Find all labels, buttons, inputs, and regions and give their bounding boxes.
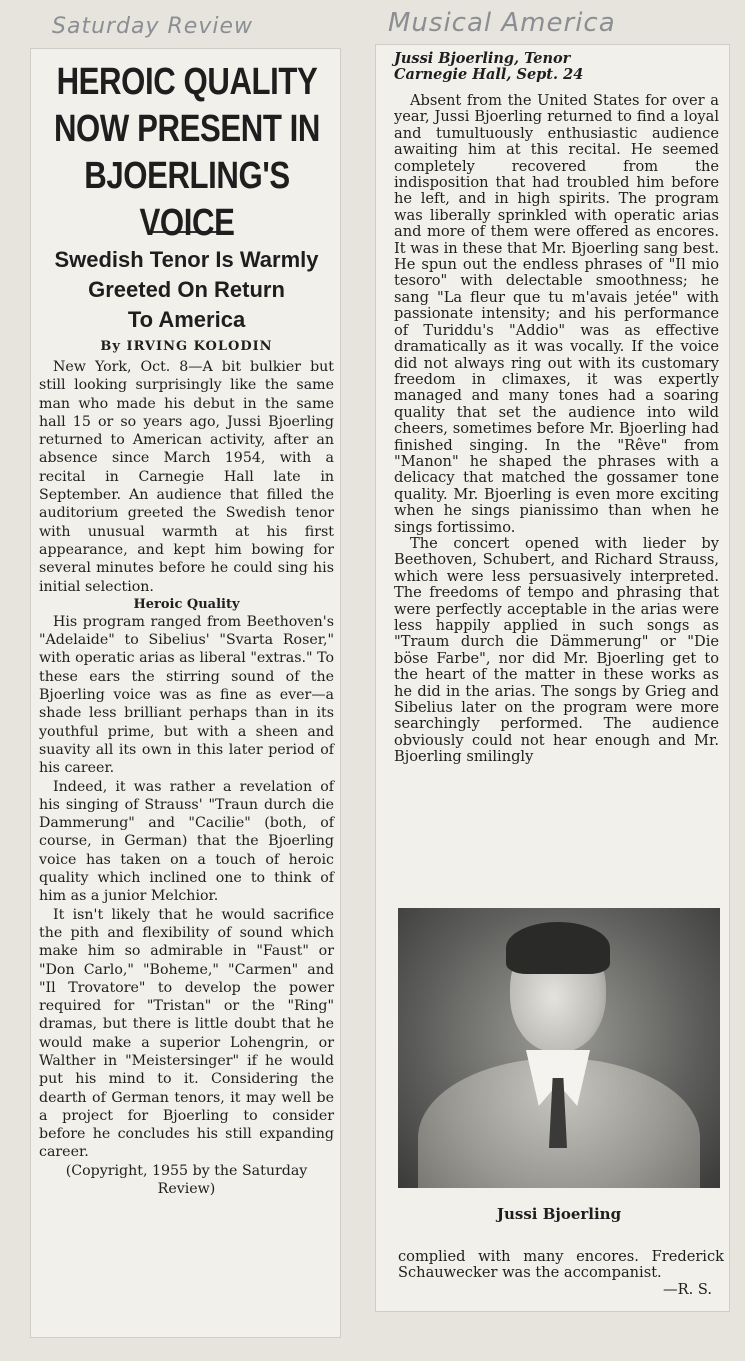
review-paragraph: The concert opened with lieder by Beethoven, Schubert, and Richard Strauss, which were less persuasively interpreted. The freedoms of tempo and phrasing that were perfectly acceptable in the arias were less happily applied in such songs as "Traum durch die Dämmerung" or "Die böse Farbe", nor did Mr. Bjoerling get to the heart of the matter in these works as he did in the arias. The songs by Grieg and Sibelius later on the program were more searchingly performed. The audience obviously could not hear enough and Mr. Bjoerling smilingly xyxy=(394,534,719,766)
section-subheading: Heroic Quality xyxy=(133,596,240,612)
review-heading-line: Jussi Bjoerling, Tenor xyxy=(394,50,571,67)
article-paragraph: New York, Oct. 8—A bit bulkier but still looking surprisingly like the same man who made his debut in the same hall 15 or so years ago, Jussi Bjoerling returned to American activity, after an absence since March 1954, with a recital in Carnegie Hall late in September. An audience that filled the auditorium greeted the Swedish tenor with unusual warmth at his first appearance, and kept him bowing for several minutes before he could sing his initial selection. xyxy=(39,359,334,595)
review-closing-text: complied with many encores. Frederick Schauwecker was the accompanist. xyxy=(398,1248,724,1282)
review-paragraph: Absent from the United States for over a year, Jussi Bjoerling returned to find a loyal and tumultuously enthusiastic audience awaiting him at this recital. He seemed completely recovered from the indisposition that had troubled him before he left, and in high spirits. The program was liberally sprinkled with operatic arias and more of them were offered as encores. It was in these that Mr. Bjoerling sang best. He spun out the endless phrases of "Il mio tesoro" with delectable smoothness; he sang "La fleur que tu m'avais jetée" with passionate intensity; and his performance of Turiddu's "Addio" was as effective dramatically as it was vocally. If the voice did not always ring out with its customary freedom in climaxes, it was expertly managed and many tones had a soaring quality that set the audience into wild cheers, sometimes before Mr. Bjoerling had finished singing. In the "Rêve" from "Manon" he shaped the phrases with a delicacy that matched the gossamer tone quality. Mr. Bjoerling is even more exciting when he sings pianissimo than when he sings fortissimo. xyxy=(394,92,719,536)
headline xyxy=(39,59,334,244)
article-paragraph: It isn't likely that he would sacrifice the pith and flexibility of sound which make him so admirable in "Faust" or "Don Carlo," "Boheme," "Carmen" and "Il Trovatore" to develop the power required for "Tristan" or the "Ring" dramas, but there is little doubt that he would make a superior Lohengrin, or Walther in "Meistersinger" if he would put his mind to it. Considering the dearth of German tenors, it may well be a project for Bjoerling to consider before he concludes his still expanding career. xyxy=(39,906,334,1161)
subheadline-line: Greeted On Return xyxy=(88,277,285,302)
copyright-notice xyxy=(39,1162,334,1199)
review-signature: —R. S. xyxy=(663,1280,712,1298)
article-paragraph: Indeed, it was rather a revelation of his singing of Strauss' "Traun durch die Dammerung" and "Cacilie" (both, of course, in German) that the Bjoerling voice has taken on a touch of heroic quality which inclined one to think of him as a junior Melchior. xyxy=(39,778,334,905)
headline-line: HEROIC QUALITY xyxy=(56,61,318,103)
article-paragraph: His program ranged from Beethoven's "Adelaide" to Sibelius' "Svarta Roser," with operatic arias as liberal "extras." To these ears the stirring sound of the Bjoerling voice was as fine as ever—a shade less brilliant perhaps than in its youthful prime, but with a sheen and suavity all its own in this later period of his career. xyxy=(39,613,334,777)
saturday-review-clipping xyxy=(30,48,341,1338)
handwritten-annotation-left: Saturday Review xyxy=(52,14,254,39)
copyright-line: Review) xyxy=(157,1181,216,1198)
musical-america-clipping xyxy=(375,44,730,1312)
subheadline xyxy=(39,245,334,335)
review-heading xyxy=(394,51,719,83)
handwritten-annotation-right: Musical America xyxy=(388,8,616,38)
photo-hair xyxy=(506,922,610,974)
byline: By IRVING KOLODIN xyxy=(100,339,273,354)
copyright-line: (Copyright, 1955 by the Saturday xyxy=(65,1162,308,1179)
portrait-photo xyxy=(398,908,720,1188)
review-closing xyxy=(398,1249,724,1298)
photo-caption: Jussi Bjoerling xyxy=(496,1205,622,1223)
headline-line: BJOERLING'S VOICE xyxy=(84,155,290,244)
headline-line: NOW PRESENT IN xyxy=(53,108,321,150)
review-heading-line: Carnegie Hall, Sept. 24 xyxy=(394,66,584,83)
subheadline-line: Swedish Tenor Is Warmly xyxy=(54,247,319,272)
subheadline-line: To America xyxy=(127,307,246,332)
